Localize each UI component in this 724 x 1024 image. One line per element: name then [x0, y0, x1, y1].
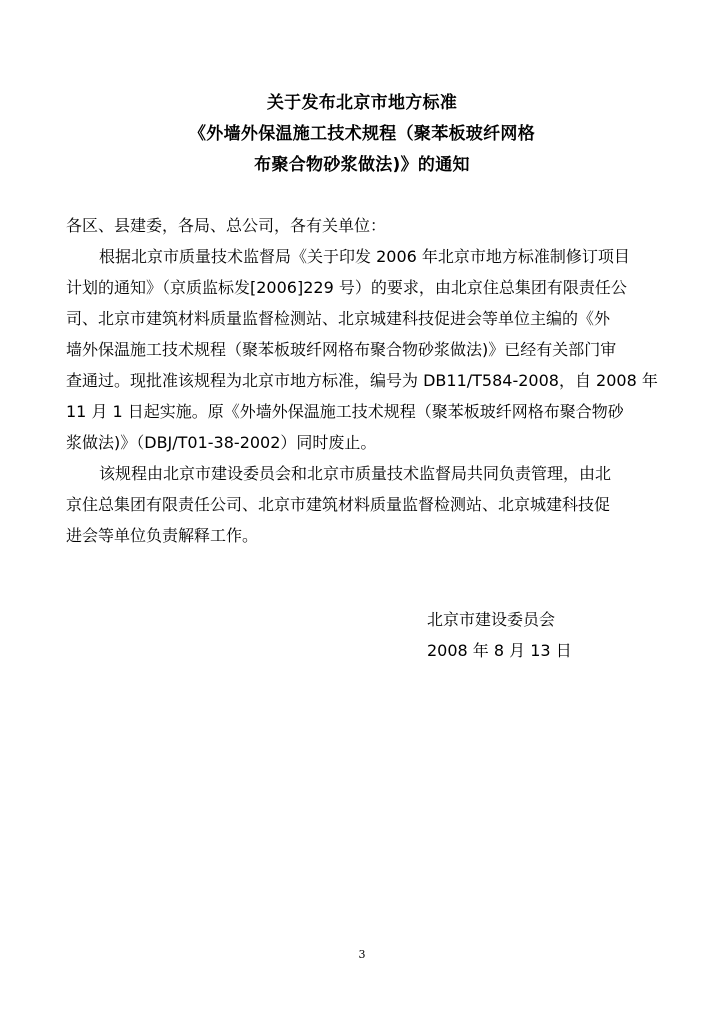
paragraph-line: 进会等单位负责解释工作。: [66, 526, 259, 545]
page-number: 3: [358, 948, 366, 961]
paragraph-line: 司、北京市建筑材料质量监督检测站、北京城建科技促进会等单位主编的《外: [66, 309, 611, 328]
title-line-1: 关于发布北京市地方标准: [266, 93, 458, 113]
paragraph-line: 墙外保温施工技术规程（聚苯板玻纤网格布聚合物砂浆做法)》已经有关部门审: [66, 340, 617, 359]
paragraph-2: [66, 458, 660, 551]
issue-date: 2008 年 8 月 13 日: [427, 641, 572, 660]
salutation: 各区、县建委，各局、总公司，各有关单位：: [66, 216, 387, 235]
paragraph-line: 11 月 1 日起实施。原《外墙外保温施工技术规程（聚苯板玻纤网格布聚合物砂: [66, 402, 624, 421]
paragraph-line: 查通过。现批准该规程为北京市地方标准，编号为 DB11/T584-2008，自 2008 年: [66, 371, 658, 390]
signature-block: [427, 604, 667, 666]
paragraph-line: 根据北京市质量技术监督局《关于印发 2006 年北京市地方标准制修订项目: [99, 247, 630, 266]
title-line-3: 布聚合物砂浆做法)》的通知: [254, 155, 470, 175]
document-title: [66, 88, 658, 181]
paragraph-line: 该规程由北京市建设委员会和北京市质量技术监督局共同负责管理，由北: [99, 464, 612, 483]
paragraph-1: [66, 241, 660, 458]
issuer-name: 北京市建设委员会: [427, 610, 556, 629]
paragraph-line: 京住总集团有限责任公司、北京市建筑材料质量监督检测站、北京城建科技促: [66, 495, 611, 514]
paragraph-line: 浆做法)》（DBJ/T01-38-2002）同时废止。: [66, 433, 377, 452]
document-body: [66, 241, 660, 551]
title-line-2: 《外墙外保温施工技术规程（聚苯板玻纤网格: [189, 124, 535, 144]
paragraph-line: 计划的通知》（京质监标发[2006]229 号）的要求，由北京住总集团有限责任公: [66, 278, 627, 297]
